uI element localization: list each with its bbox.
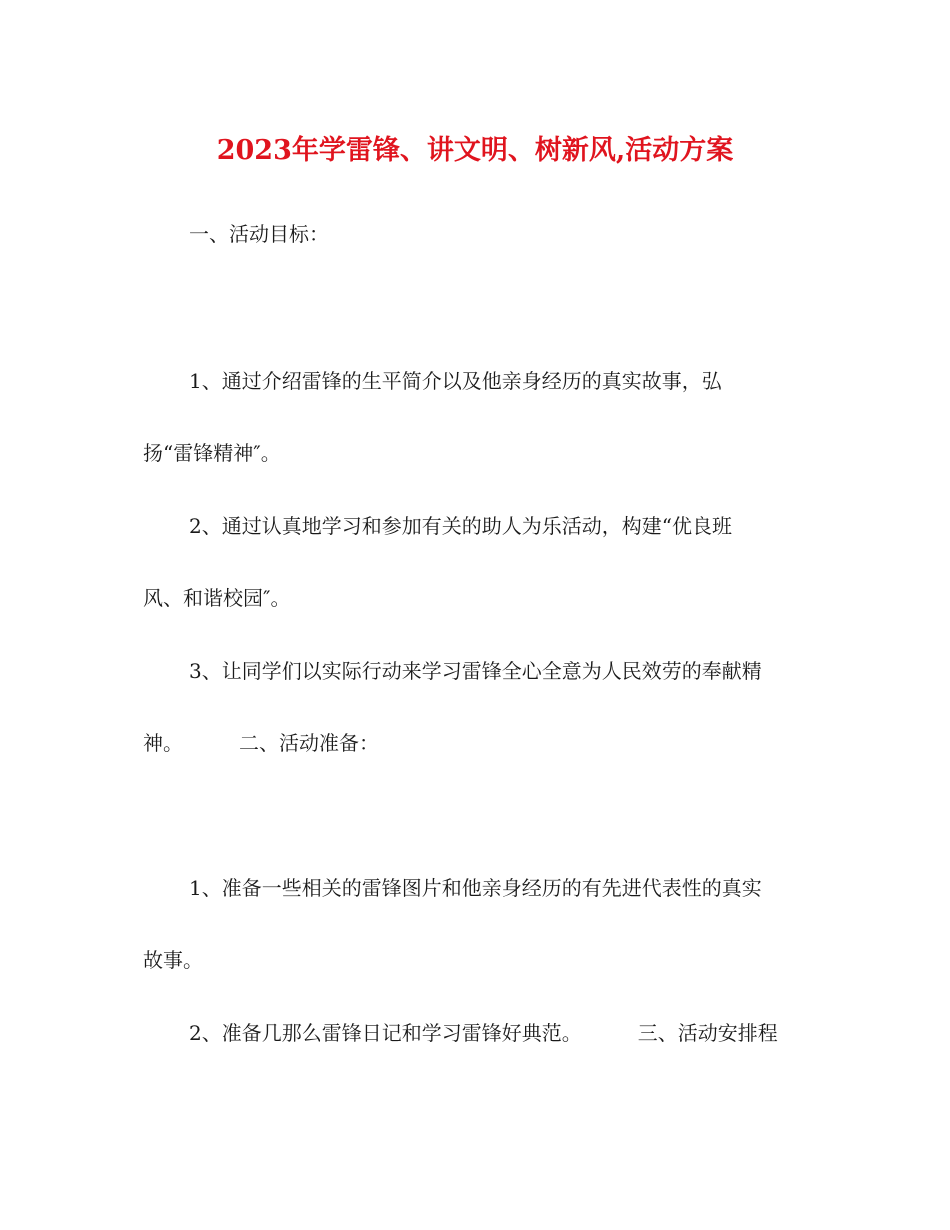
paragraph-line: 扬“雷锋精神″。 (143, 441, 281, 465)
paragraph-line-mixed (143, 729, 379, 757)
section-heading-goals: 一、活动目标： (189, 222, 329, 246)
section-heading-schedule: 三、活动安排程 (637, 1021, 778, 1045)
paragraph-line: 1、准备一些相关的雷锋图片和他亲身经历的有先进代表性的真实 (189, 876, 762, 900)
paragraph-line: 故事。 (143, 948, 203, 972)
paragraph-line: 1、通过介绍雷锋的生平简介以及他亲身经历的真实故事，弘 (189, 369, 722, 393)
paragraph-text: 神。 (143, 731, 183, 755)
paragraph-line-mixed (189, 1019, 778, 1047)
paragraph-line: 2、通过认真地学习和参加有关的助人为乐活动，构建“优良班 (189, 514, 732, 538)
document-title: 2023年学雷锋、讲文明、树新风,活动方案 (216, 135, 734, 166)
paragraph-line: 3、让同学们以实际行动来学习雷锋全心全意为人民效劳的奉献精 (189, 659, 762, 683)
paragraph-line: 风、和谐校园″。 (143, 586, 291, 610)
section-heading-prep: 二、活动准备： (239, 731, 379, 755)
paragraph-text: 2、准备几那么雷锋日记和学习雷锋好典范。 (189, 1021, 582, 1045)
